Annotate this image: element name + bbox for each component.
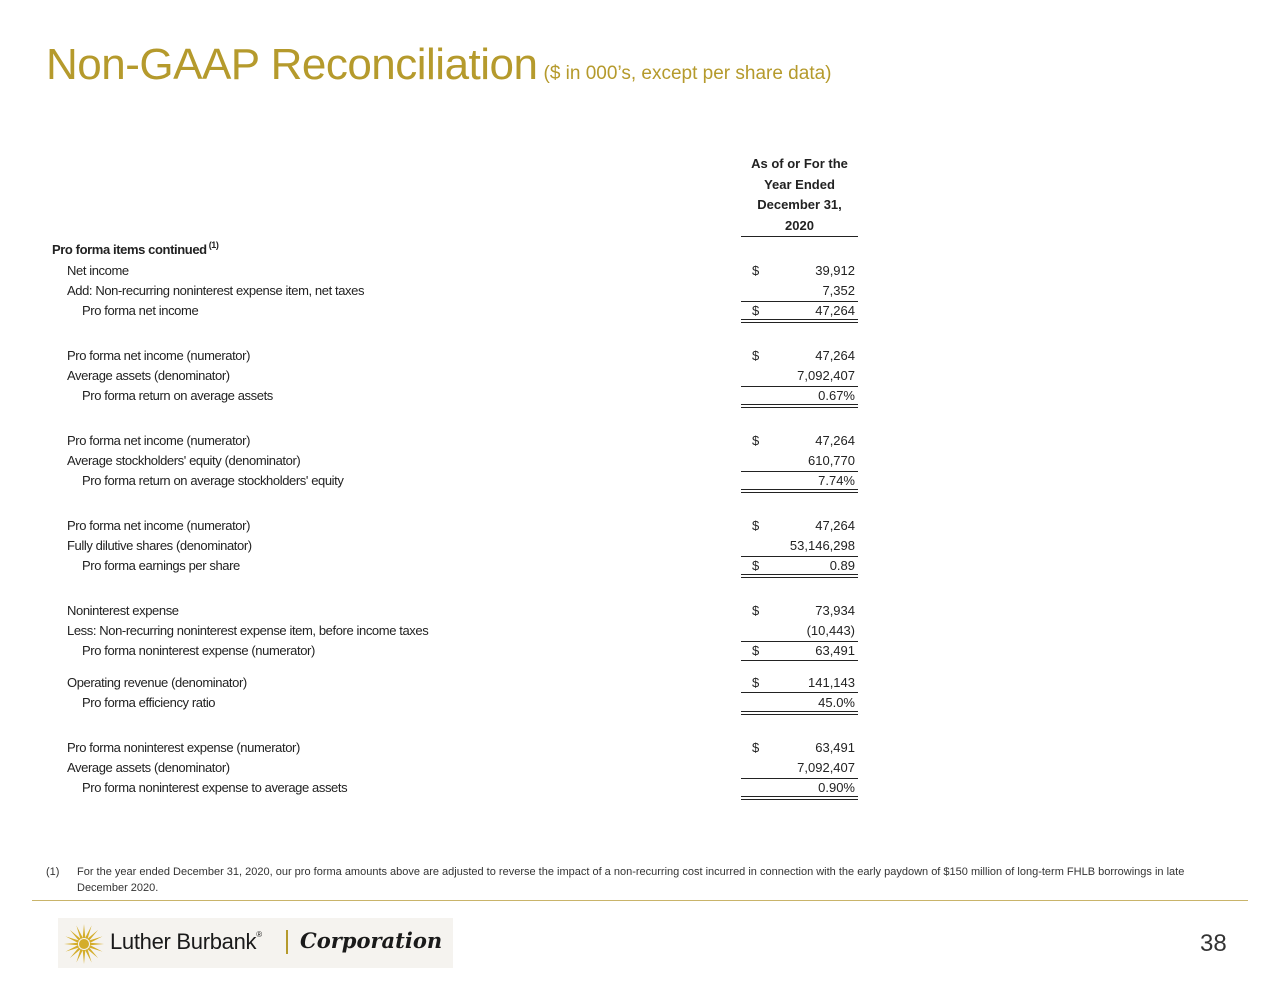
section-title-text: Pro forma items continued xyxy=(52,242,207,257)
row-value: 47,264 xyxy=(815,518,855,533)
registered-mark: ® xyxy=(256,930,262,939)
table-row xyxy=(0,623,1280,642)
table-row xyxy=(0,433,1280,452)
table-row xyxy=(0,603,1280,622)
row-currency: $ xyxy=(752,675,760,690)
row-value: 63,491 xyxy=(815,740,855,755)
row-label: Fully dilutive shares (denominator) xyxy=(67,538,252,553)
row-value: 7,092,407 xyxy=(797,760,855,775)
row-label: Average stockholders' equity (denominator) xyxy=(67,453,301,468)
table-row xyxy=(0,348,1280,367)
total-rule xyxy=(741,796,858,800)
subtotal-rule xyxy=(741,660,858,661)
row-currency: $ xyxy=(752,643,760,658)
row-value: 63,491 xyxy=(815,643,855,658)
footer-divider xyxy=(32,900,1248,901)
table-row xyxy=(0,283,1280,302)
row-label: Less: Non-recurring noninterest expense item, before income taxes xyxy=(67,623,429,638)
row-value: 0.67% xyxy=(818,388,855,403)
total-rule xyxy=(741,574,858,578)
row-value: 7,352 xyxy=(822,283,855,298)
subtotal-rule xyxy=(741,778,858,779)
column-header-line: Year Ended xyxy=(764,176,835,192)
row-value: 7.74% xyxy=(818,473,855,488)
total-rule xyxy=(741,319,858,323)
row-value: 47,264 xyxy=(815,433,855,448)
row-value: (10,443) xyxy=(806,623,855,638)
table-row xyxy=(0,643,1280,662)
column-header-line: December 31, xyxy=(757,197,842,213)
row-currency: $ xyxy=(752,603,760,618)
subtotal-rule xyxy=(741,471,858,472)
logo-separator xyxy=(286,930,288,954)
column-header-line: 2020 xyxy=(741,216,858,238)
table-row xyxy=(0,675,1280,694)
row-label: Noninterest expense xyxy=(67,603,179,618)
page-title xyxy=(46,40,832,90)
table-row xyxy=(0,453,1280,472)
subtotal-rule xyxy=(741,301,858,302)
row-value: 45.0% xyxy=(818,695,855,710)
row-value: 141,143 xyxy=(808,675,855,690)
table-row xyxy=(0,558,1280,577)
row-currency: $ xyxy=(752,303,760,318)
footnote-number: (1) xyxy=(46,866,60,878)
subtotal-rule xyxy=(741,692,858,693)
row-label: Pro forma noninterest expense (numerator) xyxy=(82,643,315,658)
total-rule xyxy=(741,489,858,493)
row-label: Operating revenue (denominator) xyxy=(67,675,247,690)
row-label: Pro forma noninterest expense to average assets xyxy=(82,780,348,795)
row-label: Pro forma net income xyxy=(82,303,199,318)
title-main: Non-GAAP Reconciliation xyxy=(46,40,538,89)
row-currency: $ xyxy=(752,558,760,573)
row-label: Average assets (denominator) xyxy=(67,368,230,383)
row-value: 47,264 xyxy=(815,303,855,318)
row-label: Pro forma net income (numerator) xyxy=(67,518,250,533)
row-label: Pro forma return on average assets xyxy=(82,388,273,403)
table-row xyxy=(0,760,1280,779)
row-currency: $ xyxy=(752,348,760,363)
table-row xyxy=(0,473,1280,492)
footnote-ref: (1) xyxy=(208,240,219,250)
page-number: 38 xyxy=(1200,930,1227,957)
sunburst-icon xyxy=(62,922,106,966)
column-header xyxy=(741,154,858,237)
row-value: 0.89 xyxy=(829,558,855,573)
row-label: Pro forma earnings per share xyxy=(82,558,240,573)
company-logo xyxy=(58,918,453,968)
table-row xyxy=(0,740,1280,759)
table-row xyxy=(0,780,1280,799)
row-value: 39,912 xyxy=(815,263,855,278)
row-label: Pro forma efficiency ratio xyxy=(82,695,216,710)
row-label: Pro forma return on average stockholders' equity xyxy=(82,473,344,488)
column-header-line: As of or For the xyxy=(751,156,848,171)
row-value: 7,092,407 xyxy=(797,368,855,383)
subtotal-rule xyxy=(741,641,858,642)
footnote-text: For the year ended December 31, 2020, our pro forma amounts above are adjusted to reverse the impact of a non-recurring cost incurred in connection with the early paydown of $150 million of long-term FHLB borrowings in late December 2020. xyxy=(77,866,1185,894)
logo-corporation: Corporation xyxy=(300,928,443,953)
row-label: Net income xyxy=(67,263,129,278)
row-value: 47,264 xyxy=(815,348,855,363)
row-currency: $ xyxy=(752,740,760,755)
row-currency: $ xyxy=(752,263,760,278)
row-value: 73,934 xyxy=(815,603,855,618)
row-label: Add: Non-recurring noninterest expense item, net taxes xyxy=(67,283,365,298)
table-row xyxy=(0,538,1280,557)
row-label: Pro forma net income (numerator) xyxy=(67,348,250,363)
row-label: Pro forma noninterest expense (numerator) xyxy=(67,740,300,755)
row-label: Pro forma net income (numerator) xyxy=(67,433,250,448)
table-row xyxy=(0,303,1280,322)
table-row xyxy=(0,368,1280,387)
table-row xyxy=(0,263,1280,282)
logo-brand-name: Luther Burbank® xyxy=(110,929,262,954)
row-value: 53,146,298 xyxy=(789,538,855,553)
section-title xyxy=(52,240,219,257)
row-value: 0.90% xyxy=(818,780,855,795)
row-label: Average assets (denominator) xyxy=(67,760,230,775)
table-row xyxy=(0,388,1280,407)
title-subtitle: ($ in 000’s, except per share data) xyxy=(543,63,832,84)
row-currency: $ xyxy=(752,433,760,448)
row-value: 610,770 xyxy=(808,453,855,468)
subtotal-rule xyxy=(741,556,858,557)
subtotal-rule xyxy=(741,386,858,387)
total-rule xyxy=(741,711,858,715)
table-row xyxy=(0,518,1280,537)
row-currency: $ xyxy=(752,518,760,533)
table-row xyxy=(0,695,1280,714)
total-rule xyxy=(741,404,858,408)
